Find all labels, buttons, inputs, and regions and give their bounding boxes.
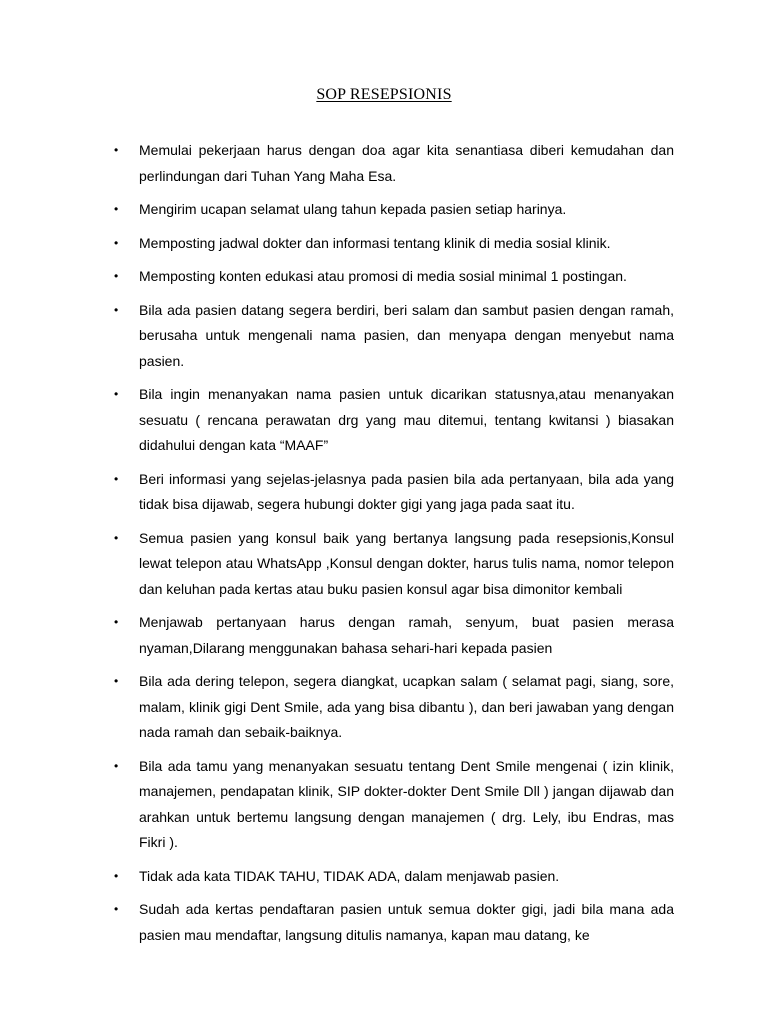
bullet-icon: • — [114, 868, 119, 883]
list-item-text: Beri informasi yang sejelas-jelasnya pada pasien bila ada pertanyaan, bila ada yang tidak bisa dijawab, segera hubungi dokter gigi yang jaga pada saat itu. — [139, 470, 674, 512]
list-item-text: Bila ingin menanyakan nama pasien untuk dicarikan statusnya,atau menanyakan sesuatu ( rencana perawatan drg yang mau ditemui, tentang kwitansi ) biasakan didahului dengan kata “MAAF” — [139, 386, 674, 453]
bullet-icon: • — [114, 235, 119, 250]
list-item — [114, 864, 674, 890]
list-item — [114, 897, 674, 948]
list-item-text: Memulai pekerjaan harus dengan doa agar kita senantiasa diberi kemudahan dan perlindungan dari Tuhan Yang Maha Esa. — [139, 142, 674, 184]
list-item — [114, 138, 674, 189]
bullet-icon: • — [114, 387, 119, 401]
list-item — [114, 298, 674, 375]
list-item-text: Mengirim ucapan selamat ulang tahun kepada pasien setiap harinya. — [139, 201, 567, 217]
list-item-text: Menjawab pertanyaan harus dengan ramah, senyum, buat pasien merasa nyaman,Dilarang menggunakan bahasa sehari-hari kepada pasien — [139, 614, 674, 656]
list-item-text: Semua pasien yang konsul baik yang bertanya langsung pada resepsionis,Konsul lewat telepon atau WhatsApp ,Konsul dengan dokter, harus tulis nama, nomor telepon dan keluhan pada kertas atau buku pasien konsul agar bisa dimonitor kembali — [139, 529, 674, 597]
list-item — [114, 610, 674, 661]
bullet-icon: • — [114, 615, 119, 629]
list-item — [114, 382, 674, 459]
list-item — [114, 197, 674, 223]
list-item-text: Bila ada dering telepon, segera diangkat, ucapkan salam ( selamat pagi, siang, sore, malam, klinik gigi Dent Smile, ada yang bisa dibantu ), dan beri jawaban yang dengan nada ramah dan sebaik-baiknya. — [139, 673, 674, 740]
list-item — [114, 264, 674, 290]
bullet-icon: • — [114, 674, 119, 688]
list-item-text: Memposting konten edukasi atau promosi di media sosial minimal 1 postingan. — [139, 268, 627, 284]
bullet-icon: • — [114, 902, 119, 916]
list-item-text: Bila ada tamu yang menanyakan sesuatu tentang Dent Smile mengenai ( izin klinik, manajemen, pendapatan klinik, SIP dokter-dokter Dent Smile Dll ) jangan dijawab dan arahkan untuk bertemu langsung dengan manajemen ( drg. Lely, ibu Endras, mas Fikri ). — [139, 757, 674, 850]
list-item — [114, 754, 674, 856]
bullet-icon: • — [114, 758, 119, 773]
list-item — [114, 669, 674, 746]
bullet-icon: • — [114, 143, 119, 157]
bullet-icon: • — [114, 471, 119, 486]
list-item-text: Tidak ada kata TIDAK TAHU, TIDAK ADA, dalam menjawab pasien. — [139, 867, 560, 884]
bullet-icon: • — [114, 269, 119, 283]
sop-list — [114, 138, 674, 956]
bullet-icon: • — [114, 302, 119, 317]
list-item-text: Sudah ada kertas pendaftaran pasien untuk semua dokter gigi, jadi bila mana ada pasien mau mendaftar, langsung ditulis namanya, kapan mau datang, ke — [139, 901, 674, 943]
bullet-icon: • — [114, 530, 119, 545]
page-title: SOP RESEPSIONIS — [316, 86, 452, 103]
bullet-icon: • — [114, 202, 119, 216]
list-item-text: Memposting jadwal dokter dan informasi tentang klinik di media sosial klinik. — [139, 234, 611, 251]
list-item — [114, 526, 674, 603]
list-item-text: Bila ada pasien datang segera berdiri, beri salam dan sambut pasien dengan ramah, berusaha untuk mengenali nama pasien, dan menyapa dengan menyebut nama pasien. — [139, 301, 674, 369]
list-item — [114, 231, 674, 257]
list-item — [114, 467, 674, 518]
